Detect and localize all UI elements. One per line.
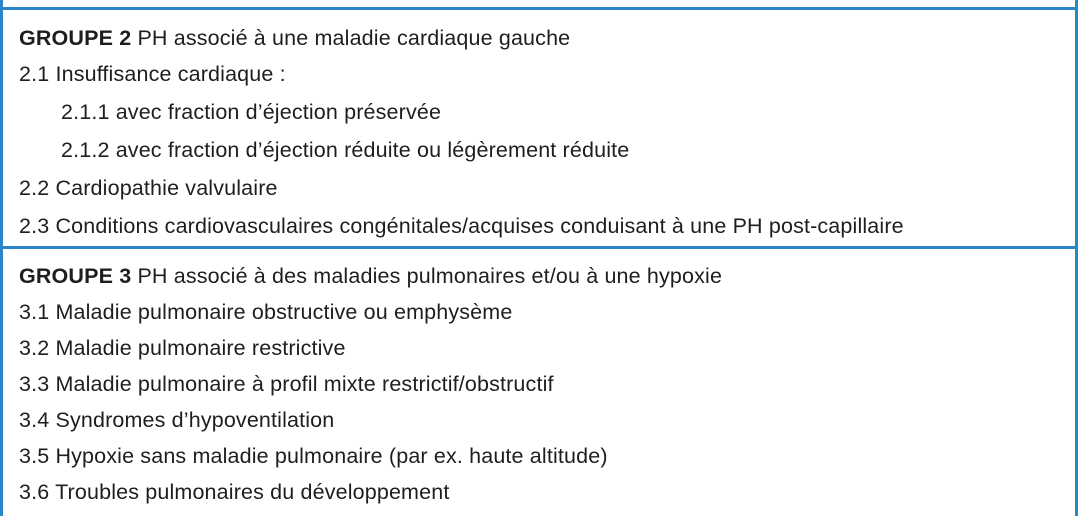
top-divider (3, 7, 1075, 10)
list-item: 2.1 Insuffisance cardiaque : (19, 62, 286, 86)
list-subitem: 2.1.1 avec fraction d’éjection préservée (61, 100, 442, 124)
group-3-title: PH associé à des maladies pulmonaires et/ou à une hypoxie (137, 264, 723, 288)
group-2-section (19, 26, 1067, 252)
list-item: 3.2 Maladie pulmonaire restrictive (19, 336, 346, 360)
group-3-label: GROUPE 3 (19, 264, 132, 288)
list-item: 3.3 Maladie pulmonaire à profil mixte restrictif/obstructif (19, 372, 554, 396)
list-item: 2.2 Cardiopathie valvulaire (19, 176, 278, 200)
list-subitem: 2.1.2 avec fraction d’éjection réduite ou légèrement réduite (61, 138, 630, 162)
list-item: 3.1 Maladie pulmonaire obstructive ou emphysème (19, 300, 513, 324)
group-2-heading (19, 26, 1067, 62)
section-divider (3, 246, 1075, 249)
list-item: 3.5 Hypoxie sans maladie pulmonaire (par ex. haute altitude) (19, 444, 608, 468)
group-2-label: GROUPE 2 (19, 26, 132, 50)
list-item: 3.4 Syndromes d’hypoventilation (19, 408, 335, 432)
group-3-section (19, 264, 1067, 516)
list-item: 3.6 Troubles pulmonaires du développement (19, 480, 450, 504)
group-2-title: PH associé à une maladie cardiaque gauche (137, 26, 571, 50)
group-3-heading (19, 264, 1067, 300)
list-item: 2.3 Conditions cardiovasculaires congénitales/acquises conduisant à une PH post-capillaire (19, 214, 904, 238)
